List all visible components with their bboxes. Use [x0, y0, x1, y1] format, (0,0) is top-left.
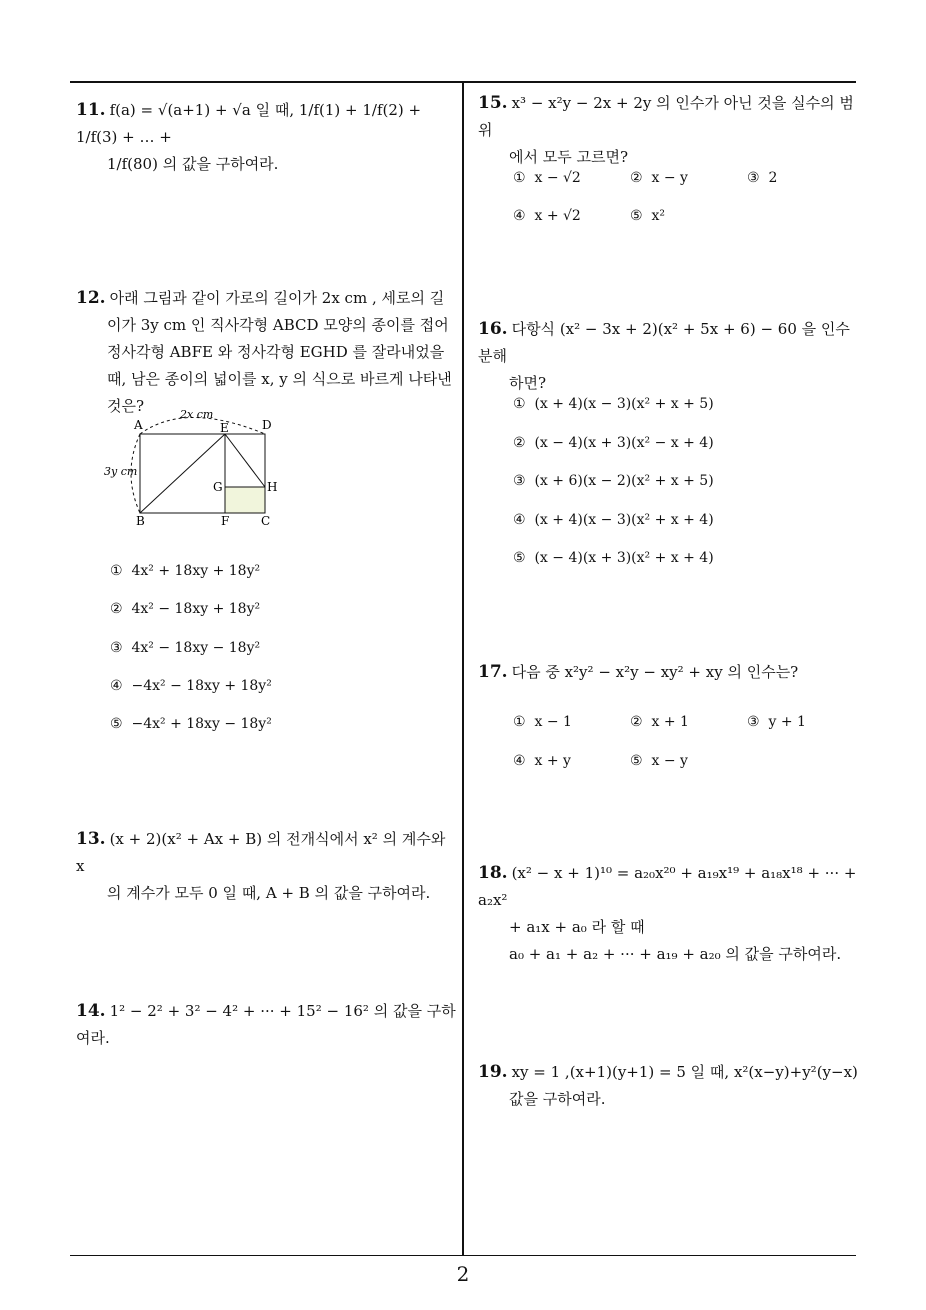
choice-text: x + y [534, 753, 571, 769]
choice-2[interactable] [630, 170, 688, 186]
label-d: D [262, 418, 272, 432]
problem-text: 값을 구하여라. [509, 1090, 606, 1108]
choice-text: (x + 6)(x − 2)(x² + x + 5) [534, 473, 714, 489]
choice-text: x − y [651, 753, 688, 769]
problem-13 [76, 826, 456, 907]
choice-text: x − 1 [534, 714, 572, 730]
choice-2[interactable] [513, 435, 714, 451]
problem-text: 하면? [509, 374, 547, 392]
choice-mark: ④ [513, 512, 526, 528]
label-c: C [261, 514, 271, 528]
choice-mark: ③ [747, 170, 760, 186]
choice-3[interactable] [110, 640, 260, 656]
label-a: A [134, 418, 143, 432]
problem-17 [478, 659, 863, 686]
choice-text: x + 1 [651, 714, 689, 730]
choice-2[interactable] [110, 601, 260, 617]
label-e: E [220, 421, 229, 435]
problem-text: 에서 모두 고르면? [509, 148, 629, 166]
problem-text: a₀ + a₁ + a₂ + ··· + a₁₉ + a₂₀ 의 값을 구하여라. [509, 945, 842, 963]
problem-number: 15. [478, 93, 508, 113]
shaded-region [225, 487, 265, 513]
problem-text: (x + 2)(x² + Ax + B) 의 전개식에서 x² 의 계수와 x [76, 830, 451, 875]
choice-mark: ② [110, 601, 123, 617]
choice-text: x + √2 [534, 208, 581, 224]
problem-14 [76, 998, 456, 1052]
choice-1[interactable] [513, 714, 572, 730]
problem-text: 1² − 2² + 3² − 4² + ··· + 15² − 16² 의 값을 구하여라. [76, 1002, 456, 1047]
choice-mark: ② [630, 714, 643, 730]
choice-5[interactable] [110, 716, 272, 732]
choice-mark: ① [513, 396, 526, 412]
choice-mark: ① [110, 563, 123, 579]
choice-mark: ④ [110, 678, 123, 694]
problem-text: x³ − x²y − 2x + 2y 의 인수가 아닌 것을 실수의 범위 [478, 94, 854, 139]
bottom-rule [70, 1255, 856, 1256]
choice-1[interactable] [110, 563, 260, 579]
choice-mark: ③ [110, 640, 123, 656]
rectangle-abcd-figure [100, 405, 290, 530]
choice-1[interactable] [513, 396, 714, 412]
choice-text: −4x² + 18xy − 18y² [131, 716, 272, 732]
choice-text: 2 [768, 170, 778, 186]
problem-text: 다음 중 x²y² − x²y − xy² + xy 의 인수는? [511, 663, 799, 681]
label-b: B [136, 514, 145, 528]
problem-text: (x² − x + 1)¹⁰ = a₂₀x²⁰ + a₁₉x¹⁹ + a₁₈x¹⁸ + ··· + a₂x² [478, 864, 862, 909]
choice-mark: ⑤ [630, 208, 643, 224]
problem-text: 의 계수가 모두 0 일 때, A + B 의 값을 구하여라. [107, 884, 431, 902]
choice-3[interactable] [747, 170, 777, 186]
choice-mark: ③ [513, 473, 526, 489]
choice-3[interactable] [513, 473, 714, 489]
choice-text: x² [651, 208, 665, 224]
label-width: 2x cm [180, 408, 214, 421]
diagonal-be [140, 434, 225, 513]
problem-text: xy = 1 ,(x+1)(y+1) = 5 일 때, x²(x−y)+y²(y−x) [511, 1063, 858, 1081]
page-number: 2 [456, 1262, 470, 1286]
problem-text: 아래 그림과 같이 가로의 길이가 2x cm , 세로의 길 [109, 289, 445, 307]
problem-number: 18. [478, 863, 508, 883]
choice-mark: ① [513, 714, 526, 730]
problem-number: 11. [76, 100, 106, 120]
choice-mark: ⑤ [110, 716, 123, 732]
choice-4[interactable] [513, 512, 714, 528]
choice-text: (x − 4)(x + 3)(x² + x + 4) [534, 550, 714, 566]
problem-number: 19. [478, 1062, 508, 1082]
choice-5[interactable] [630, 753, 688, 769]
problem-12 [76, 285, 456, 420]
problem-number: 13. [76, 829, 106, 849]
problem-19 [478, 1059, 863, 1113]
choice-text: 4x² − 18xy − 18y² [131, 640, 261, 656]
choice-mark: ② [630, 170, 643, 186]
problem-16 [478, 316, 863, 397]
label-h: H [267, 480, 278, 494]
label-g: G [213, 480, 223, 494]
choice-5[interactable] [630, 208, 665, 224]
choice-text: (x + 4)(x − 3)(x² + x + 4) [534, 512, 714, 528]
problem-text: f(a) = √(a+1) + √a 일 때, 1/f(1) + 1/f(2) + 1/f(3) + … + [76, 101, 426, 146]
choice-2[interactable] [630, 714, 689, 730]
choice-text: 4x² + 18xy + 18y² [131, 563, 261, 579]
problem-text: 이가 3y cm 인 직사각형 ABCD 모양의 종이를 접어 [107, 316, 449, 334]
problem-number: 14. [76, 1001, 106, 1021]
choice-4[interactable] [513, 753, 571, 769]
problem-text: 1/f(80) 의 값을 구하여라. [107, 155, 279, 173]
choice-mark: ③ [747, 714, 760, 730]
choice-mark: ② [513, 435, 526, 451]
choice-text: x − y [651, 170, 688, 186]
problem-18 [478, 860, 863, 968]
problem-text: 정사각형 ABFE 와 정사각형 EGHD 를 잘라내었을 [107, 343, 445, 361]
problem-number: 12. [76, 288, 106, 308]
choice-mark: ⑤ [630, 753, 643, 769]
choice-1[interactable] [513, 170, 581, 186]
choice-text: 4x² − 18xy + 18y² [131, 601, 261, 617]
problem-text: 것은? [107, 397, 145, 415]
problem-15 [478, 90, 863, 171]
choice-5[interactable] [513, 550, 714, 566]
choice-text: (x − 4)(x + 3)(x² − x + 4) [534, 435, 714, 451]
label-f: F [221, 514, 230, 528]
choice-text: y + 1 [768, 714, 806, 730]
problem-text: 다항식 (x² − 3x + 2)(x² + 5x + 6) − 60 을 인수분해 [478, 320, 850, 365]
choice-mark: ① [513, 170, 526, 186]
choice-mark: ④ [513, 753, 526, 769]
diagonal-eh [225, 434, 265, 487]
label-height: 3y cm [104, 465, 138, 478]
choice-3[interactable] [747, 714, 806, 730]
choice-4[interactable] [110, 678, 272, 694]
problem-number: 17. [478, 662, 508, 682]
problem-text: 때, 남은 종이의 넓이를 x, y 의 식으로 바르게 나타낸 [107, 370, 452, 388]
choice-mark: ④ [513, 208, 526, 224]
problem-text: + a₁x + a₀ 라 할 때 [509, 918, 645, 936]
choice-text: x − √2 [534, 170, 581, 186]
choice-text: (x + 4)(x − 3)(x² + x + 5) [534, 396, 714, 412]
choice-4[interactable] [513, 208, 581, 224]
choice-mark: ⑤ [513, 550, 526, 566]
problem-number: 16. [478, 319, 508, 339]
choice-text: −4x² − 18xy + 18y² [131, 678, 272, 694]
column-divider [462, 82, 464, 1256]
problem-11 [76, 97, 456, 178]
